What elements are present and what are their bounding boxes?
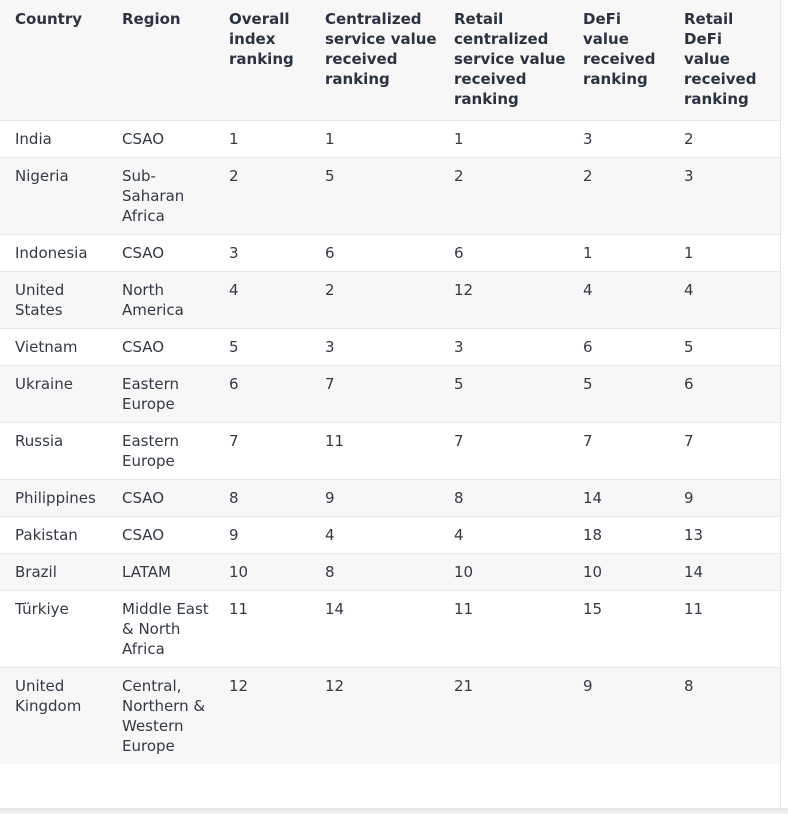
cell-overall: 8 xyxy=(221,479,317,516)
cell-overall: 1 xyxy=(221,120,317,157)
table-row xyxy=(0,120,780,157)
table-row xyxy=(0,328,780,365)
cell-country: Vietnam xyxy=(0,328,114,365)
cell-region: Eastern Europe xyxy=(114,365,221,422)
cell-retail-centralized: 4 xyxy=(446,516,575,553)
cell-country: Brazil xyxy=(0,553,114,590)
cell-retail-centralized: 6 xyxy=(446,234,575,271)
header-overall-index-ranking: Overall index ranking xyxy=(221,0,317,120)
cell-defi: 9 xyxy=(575,667,676,764)
cell-defi: 4 xyxy=(575,271,676,328)
cell-centralized: 11 xyxy=(317,422,446,479)
cell-region: Eastern Europe xyxy=(114,422,221,479)
cell-defi: 15 xyxy=(575,590,676,667)
cell-retail-defi: 6 xyxy=(676,365,780,422)
cell-centralized: 7 xyxy=(317,365,446,422)
cell-retail-centralized: 12 xyxy=(446,271,575,328)
cell-country: United Kingdom xyxy=(0,667,114,764)
cell-overall: 10 xyxy=(221,553,317,590)
cell-region: CSAO xyxy=(114,328,221,365)
cell-region: CSAO xyxy=(114,120,221,157)
header-region: Region xyxy=(114,0,221,120)
cell-region: Central, Northern & Western Europe xyxy=(114,667,221,764)
cell-defi: 2 xyxy=(575,157,676,234)
cell-centralized: 6 xyxy=(317,234,446,271)
table-row xyxy=(0,553,780,590)
cell-overall: 12 xyxy=(221,667,317,764)
cell-defi: 7 xyxy=(575,422,676,479)
table-row xyxy=(0,667,780,764)
cell-centralized: 4 xyxy=(317,516,446,553)
cell-country: United States xyxy=(0,271,114,328)
cell-country: Pakistan xyxy=(0,516,114,553)
cell-centralized: 3 xyxy=(317,328,446,365)
cell-country: Philippines xyxy=(0,479,114,516)
cell-region: CSAO xyxy=(114,479,221,516)
cell-region: LATAM xyxy=(114,553,221,590)
cell-region: CSAO xyxy=(114,234,221,271)
cell-defi: 5 xyxy=(575,365,676,422)
cell-defi: 10 xyxy=(575,553,676,590)
cell-retail-centralized: 8 xyxy=(446,479,575,516)
header-country: Country xyxy=(0,0,114,120)
table-header xyxy=(0,0,780,120)
cell-country: Ukraine xyxy=(0,365,114,422)
cell-retail-defi: 14 xyxy=(676,553,780,590)
cell-retail-centralized: 1 xyxy=(446,120,575,157)
cell-defi: 1 xyxy=(575,234,676,271)
cell-retail-defi: 1 xyxy=(676,234,780,271)
cell-retail-centralized: 3 xyxy=(446,328,575,365)
table-row xyxy=(0,234,780,271)
table-row xyxy=(0,157,780,234)
cell-region: Sub-Saharan Africa xyxy=(114,157,221,234)
cell-region: CSAO xyxy=(114,516,221,553)
cell-country: Nigeria xyxy=(0,157,114,234)
cell-overall: 3 xyxy=(221,234,317,271)
cell-retail-centralized: 11 xyxy=(446,590,575,667)
cell-retail-centralized: 5 xyxy=(446,365,575,422)
cell-retail-defi: 4 xyxy=(676,271,780,328)
cell-retail-defi: 13 xyxy=(676,516,780,553)
table-row xyxy=(0,590,780,667)
cell-centralized: 14 xyxy=(317,590,446,667)
table-row xyxy=(0,365,780,422)
cell-retail-centralized: 7 xyxy=(446,422,575,479)
cell-overall: 4 xyxy=(221,271,317,328)
table-row xyxy=(0,271,780,328)
cell-centralized: 1 xyxy=(317,120,446,157)
cell-retail-centralized: 2 xyxy=(446,157,575,234)
cell-defi: 14 xyxy=(575,479,676,516)
cell-overall: 9 xyxy=(221,516,317,553)
cell-overall: 7 xyxy=(221,422,317,479)
cell-country: Russia xyxy=(0,422,114,479)
horizontal-scroll-shadow xyxy=(0,808,788,814)
table-row xyxy=(0,479,780,516)
table-row xyxy=(0,516,780,553)
cell-defi: 3 xyxy=(575,120,676,157)
cell-overall: 11 xyxy=(221,590,317,667)
cell-retail-defi: 11 xyxy=(676,590,780,667)
cell-retail-centralized: 21 xyxy=(446,667,575,764)
cell-retail-defi: 7 xyxy=(676,422,780,479)
cell-defi: 18 xyxy=(575,516,676,553)
header-centralized-service-ranking: Centralized service value received ranking xyxy=(317,0,446,120)
cell-centralized: 2 xyxy=(317,271,446,328)
cell-retail-defi: 9 xyxy=(676,479,780,516)
header-retail-defi-ranking: Retail DeFi value received ranking xyxy=(676,0,780,120)
cell-region: North America xyxy=(114,271,221,328)
cell-region: Middle East & North Africa xyxy=(114,590,221,667)
cell-overall: 2 xyxy=(221,157,317,234)
cell-centralized: 5 xyxy=(317,157,446,234)
cell-centralized: 12 xyxy=(317,667,446,764)
header-defi-ranking: DeFi value received ranking xyxy=(575,0,676,120)
cell-retail-defi: 2 xyxy=(676,120,780,157)
cell-overall: 6 xyxy=(221,365,317,422)
cell-retail-defi: 5 xyxy=(676,328,780,365)
cell-centralized: 8 xyxy=(317,553,446,590)
cell-overall: 5 xyxy=(221,328,317,365)
cell-country: Türkiye xyxy=(0,590,114,667)
table-row xyxy=(0,422,780,479)
header-row xyxy=(0,0,780,120)
cell-retail-defi: 8 xyxy=(676,667,780,764)
cell-country: India xyxy=(0,120,114,157)
cell-retail-defi: 3 xyxy=(676,157,780,234)
header-retail-centralized-ranking: Retail centralized service value received ranking xyxy=(446,0,575,120)
cell-country: Indonesia xyxy=(0,234,114,271)
table-body xyxy=(0,120,780,764)
cell-defi: 6 xyxy=(575,328,676,365)
cell-centralized: 9 xyxy=(317,479,446,516)
cell-retail-centralized: 10 xyxy=(446,553,575,590)
